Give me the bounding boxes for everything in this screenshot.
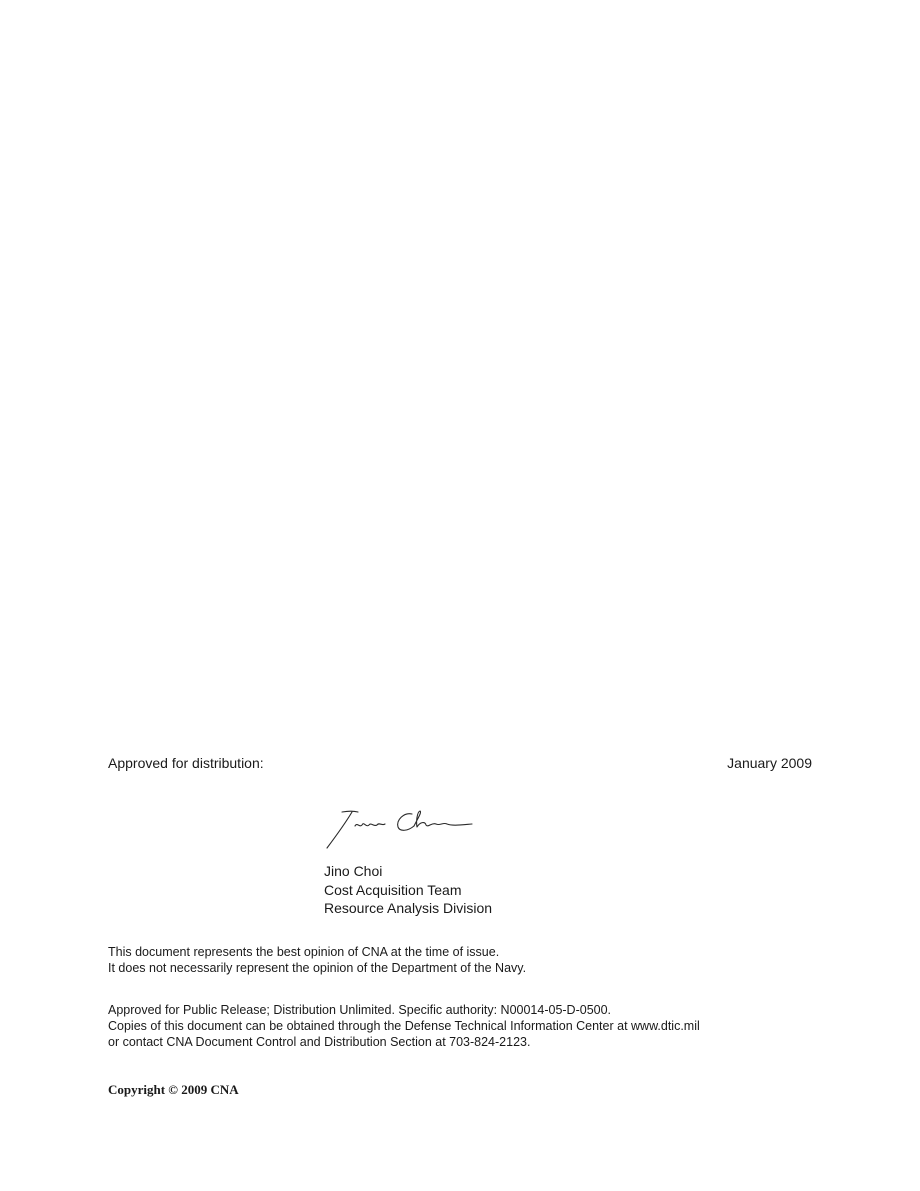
release-line: Copies of this document can be obtained through the Defense Technical Information Center at www.dtic.mil xyxy=(108,1019,700,1033)
signer-block xyxy=(324,862,492,918)
handwritten-signature xyxy=(322,806,482,852)
signer-division: Resource Analysis Division xyxy=(324,900,493,916)
release-block xyxy=(108,1002,700,1050)
release-line: Approved for Public Release; Distribution Unlimited. Specific authority: N00014-05-D-0500. xyxy=(108,1003,612,1017)
copyright-notice: Copyright © 2009 CNA xyxy=(108,1082,239,1097)
approval-date: January 2009 xyxy=(727,755,812,771)
signer-name: Jino Choi xyxy=(324,863,383,879)
approval-label: Approved for distribution: xyxy=(108,755,264,771)
disclaimer-line: This document represents the best opinion of CNA at the time of issue. xyxy=(108,945,500,959)
disclaimer-block xyxy=(108,944,526,976)
disclaimer-line: It does not necessarily represent the opinion of the Department of the Navy. xyxy=(108,961,527,975)
signer-team: Cost Acquisition Team xyxy=(324,881,462,898)
release-line: or contact CNA Document Control and Distribution Section at 703-824-2123. xyxy=(108,1035,531,1049)
